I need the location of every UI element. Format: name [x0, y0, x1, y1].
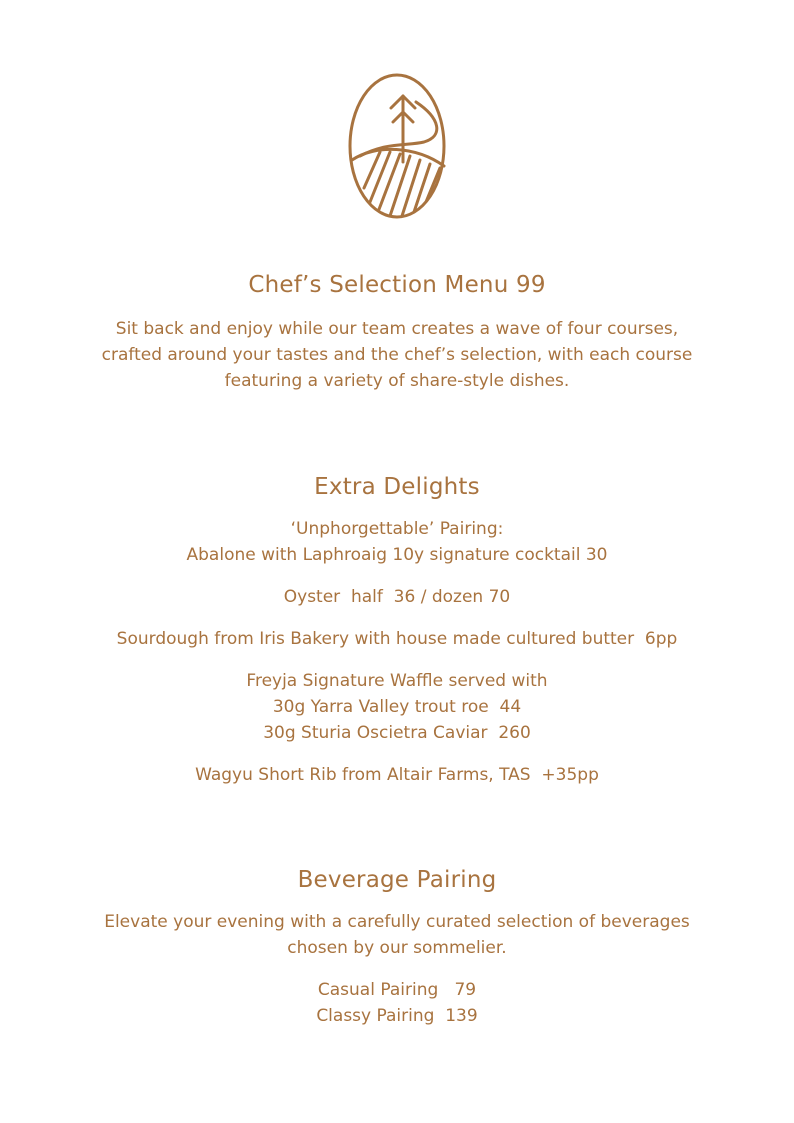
menu-item-line: Sourdough from Iris Bakery with house made cultured butter 6pp	[116, 629, 678, 649]
menu-item-line: Abalone with Laphroaig 10y signature cocktail 30	[186, 545, 608, 565]
pairing-option: Classy Pairing 139	[316, 1006, 478, 1026]
beverage-pairing-title: Beverage Pairing	[297, 867, 497, 893]
pairing-option: Casual Pairing 79	[317, 980, 477, 1000]
menu-item	[40, 626, 754, 652]
menu-item-line: 30g Sturia Oscietra Caviar 260	[263, 723, 531, 743]
extra-delights-list	[40, 516, 754, 788]
description-line: Elevate your evening with a carefully curated selection of beverages	[104, 912, 690, 932]
extra-delights-section	[40, 472, 754, 788]
logo-emblem-icon	[346, 72, 448, 220]
menu-item-line: Wagyu Short Rib from Altair Farms, TAS +35pp	[195, 765, 599, 785]
menu-item	[40, 584, 754, 610]
chef-selection-section	[40, 270, 754, 394]
menu-item	[40, 668, 754, 746]
description-line: Sit back and enjoy while our team creates a wave of four courses,	[115, 319, 679, 339]
menu-item-line: 30g Yarra Valley trout roe 44	[272, 697, 522, 717]
menu-item	[40, 516, 754, 568]
chef-selection-title: Chef’s Selection Menu 99	[248, 272, 546, 298]
menu-item	[40, 762, 754, 788]
extra-delights-title: Extra Delights	[314, 474, 480, 500]
description-line: featuring a variety of share-style dishes.	[224, 371, 570, 391]
menu-item-line: ‘Unphorgettable’ Pairing:	[290, 519, 504, 539]
menu-item-line: Oyster half 36 / dozen 70	[283, 587, 511, 607]
beverage-pairing-description	[40, 909, 754, 961]
menu-item-line: Freyja Signature Waffle served with	[246, 671, 548, 691]
beverage-pairing-options	[40, 977, 754, 1029]
chef-selection-description	[40, 316, 754, 394]
description-line: crafted around your tastes and the chef’s selection, with each course	[101, 345, 693, 365]
beverage-pairing-section	[40, 865, 754, 1029]
description-line: chosen by our sommelier.	[287, 938, 507, 958]
